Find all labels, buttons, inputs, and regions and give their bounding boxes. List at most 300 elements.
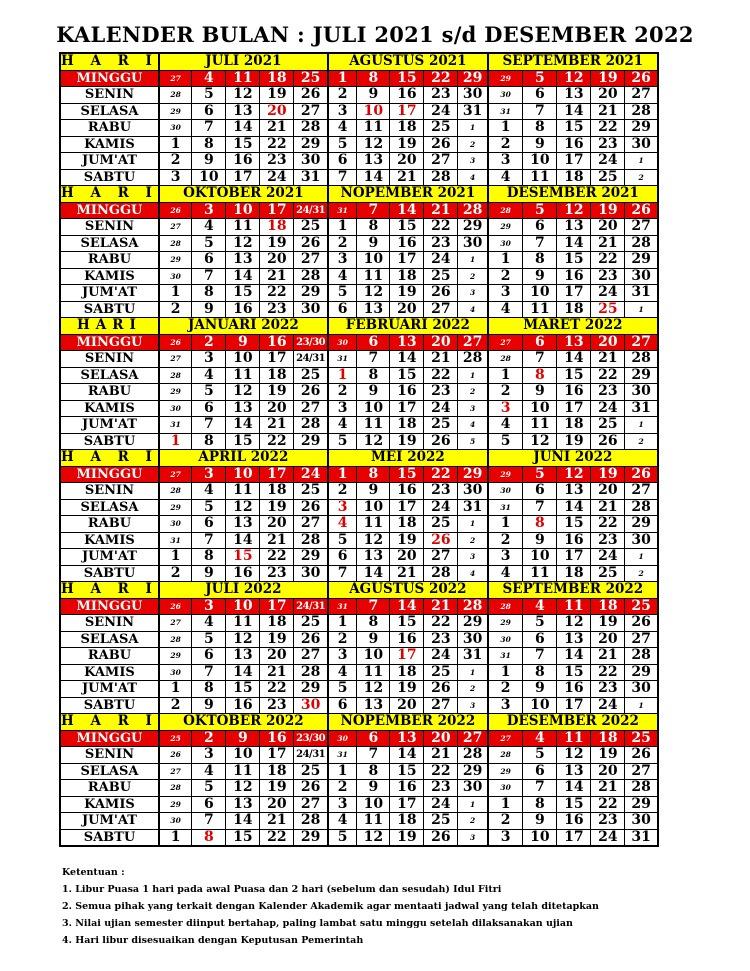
date-cell: 25 bbox=[424, 516, 458, 533]
date-cell: 24/31 bbox=[294, 598, 328, 615]
date-cell: 27 bbox=[294, 252, 328, 269]
date-cell: 10 bbox=[226, 747, 260, 764]
day-name: RABU bbox=[60, 780, 159, 797]
date-cell: 27 bbox=[294, 400, 328, 417]
month-title: AGUSTUS 2021 bbox=[328, 53, 488, 70]
date-cell: 30 bbox=[625, 813, 658, 830]
date-cell: 14 bbox=[226, 532, 260, 549]
date-cell: 29 bbox=[625, 516, 658, 533]
date-cell: 28 bbox=[625, 648, 658, 665]
date-cell: 28 bbox=[159, 780, 192, 797]
hari-label: H A R I bbox=[61, 713, 158, 730]
date-cell: 27 bbox=[424, 549, 458, 566]
date-cell: 31 bbox=[328, 351, 357, 368]
week-row bbox=[60, 120, 658, 137]
date-cell: 15 bbox=[390, 763, 424, 780]
date-cell: 3 bbox=[458, 829, 488, 846]
date-cell: 31 bbox=[294, 169, 328, 186]
date-cell: 12 bbox=[357, 136, 390, 153]
sunday-row bbox=[60, 730, 658, 747]
date-cell: 5 bbox=[523, 202, 557, 219]
date-cell: 3 bbox=[192, 466, 226, 483]
date-cell: 24 bbox=[424, 499, 458, 516]
month-title: MARET 2022 bbox=[488, 318, 658, 335]
date-cell: 29 bbox=[159, 103, 192, 120]
date-cell: 20 bbox=[390, 153, 424, 170]
date-cell: 9 bbox=[523, 532, 557, 549]
date-cell: 4 bbox=[192, 763, 226, 780]
hari-label: H A R I bbox=[61, 185, 158, 202]
date-cell: 17 bbox=[557, 697, 591, 714]
date-cell: 17 bbox=[260, 351, 294, 368]
date-cell: 2 bbox=[488, 136, 523, 153]
month-title: APRIL 2022 bbox=[159, 450, 328, 467]
date-cell: 9 bbox=[192, 565, 226, 582]
date-cell: 3 bbox=[192, 351, 226, 368]
date-cell: 22 bbox=[424, 70, 458, 87]
date-cell: 19 bbox=[260, 780, 294, 797]
date-cell: 11 bbox=[226, 70, 260, 87]
date-cell: 12 bbox=[226, 87, 260, 104]
date-cell: 4 bbox=[458, 417, 488, 434]
date-cell: 23 bbox=[424, 483, 458, 500]
date-cell: 21 bbox=[424, 598, 458, 615]
date-cell: 28 bbox=[625, 103, 658, 120]
date-cell: 16 bbox=[390, 384, 424, 401]
date-cell: 29 bbox=[458, 219, 488, 236]
date-cell: 7 bbox=[357, 598, 390, 615]
date-cell: 11 bbox=[523, 417, 557, 434]
date-cell: 30 bbox=[625, 384, 658, 401]
date-cell: 25 bbox=[625, 598, 658, 615]
date-cell: 5 bbox=[328, 681, 357, 698]
month-header-row bbox=[60, 53, 658, 70]
date-cell: 19 bbox=[557, 433, 591, 450]
date-cell: 29 bbox=[625, 367, 658, 384]
week-row bbox=[60, 433, 658, 450]
hari-label: HARI bbox=[60, 318, 159, 335]
date-cell: 5 bbox=[523, 70, 557, 87]
date-cell: 28 bbox=[625, 351, 658, 368]
date-cell: 3 bbox=[159, 169, 192, 186]
day-name: KAMIS bbox=[60, 664, 159, 681]
date-cell: 3 bbox=[328, 103, 357, 120]
date-cell: 31 bbox=[488, 103, 523, 120]
date-cell: 19 bbox=[390, 136, 424, 153]
date-cell: 2 bbox=[458, 813, 488, 830]
date-cell: 28 bbox=[294, 664, 328, 681]
date-cell: 31 bbox=[458, 648, 488, 665]
date-cell: 26 bbox=[625, 747, 658, 764]
date-cell: 1 bbox=[328, 367, 357, 384]
date-cell: 10 bbox=[357, 252, 390, 269]
date-cell: 15 bbox=[557, 516, 591, 533]
date-cell: 26 bbox=[424, 433, 458, 450]
date-cell: 27 bbox=[424, 153, 458, 170]
date-cell: 22 bbox=[260, 285, 294, 302]
date-cell: 24 bbox=[591, 153, 625, 170]
date-cell: 2 bbox=[192, 730, 226, 747]
date-cell: 7 bbox=[192, 268, 226, 285]
date-cell: 3 bbox=[488, 549, 523, 566]
date-cell: 27 bbox=[625, 87, 658, 104]
date-cell: 1 bbox=[625, 301, 658, 318]
date-cell: 27 bbox=[625, 483, 658, 500]
date-cell: 15 bbox=[226, 136, 260, 153]
day-name: SABTU bbox=[60, 433, 159, 450]
date-cell: 4 bbox=[328, 417, 357, 434]
date-cell: 6 bbox=[328, 153, 357, 170]
date-cell: 10 bbox=[523, 697, 557, 714]
date-cell: 21 bbox=[591, 235, 625, 252]
date-cell: 28 bbox=[458, 351, 488, 368]
week-row bbox=[60, 681, 658, 698]
date-cell: 1 bbox=[488, 664, 523, 681]
week-row bbox=[60, 747, 658, 764]
date-cell: 29 bbox=[625, 120, 658, 137]
date-cell: 31 bbox=[458, 499, 488, 516]
date-cell: 6 bbox=[357, 334, 390, 351]
date-cell: 5 bbox=[192, 780, 226, 797]
date-cell: 5 bbox=[192, 235, 226, 252]
date-cell: 25 bbox=[294, 615, 328, 632]
page-title: KALENDER BULAN : JULI 2021 s/d DESEMBER 2022 bbox=[56, 22, 694, 47]
date-cell: 7 bbox=[357, 351, 390, 368]
date-cell: 9 bbox=[192, 697, 226, 714]
date-cell: 26 bbox=[159, 747, 192, 764]
date-cell: 29 bbox=[294, 549, 328, 566]
date-cell: 27 bbox=[458, 730, 488, 747]
date-cell: 4 bbox=[523, 730, 557, 747]
date-cell: 5 bbox=[328, 433, 357, 450]
day-name: SENIN bbox=[60, 87, 159, 104]
month-title: FEBRUARI 2022 bbox=[328, 318, 488, 335]
day-name: SELASA bbox=[60, 235, 159, 252]
date-cell: 29 bbox=[159, 796, 192, 813]
date-cell: 26 bbox=[625, 70, 658, 87]
date-cell: 2 bbox=[159, 565, 192, 582]
sunday-row bbox=[60, 70, 658, 87]
month-title: NOPEMBER 2022 bbox=[328, 714, 488, 731]
date-cell: 19 bbox=[260, 631, 294, 648]
date-cell: 25 bbox=[294, 763, 328, 780]
date-cell: 29 bbox=[488, 466, 523, 483]
month-title: NOPEMBER 2021 bbox=[328, 186, 488, 203]
date-cell: 19 bbox=[390, 829, 424, 846]
date-cell: 25 bbox=[294, 367, 328, 384]
date-cell: 28 bbox=[488, 202, 523, 219]
date-cell: 6 bbox=[523, 483, 557, 500]
date-cell: 30 bbox=[458, 631, 488, 648]
date-cell: 7 bbox=[192, 417, 226, 434]
date-cell: 19 bbox=[260, 384, 294, 401]
date-cell: 18 bbox=[390, 664, 424, 681]
date-cell: 1 bbox=[328, 615, 357, 632]
date-cell: 4 bbox=[328, 516, 357, 533]
date-cell: 16 bbox=[226, 697, 260, 714]
date-cell: 5 bbox=[192, 631, 226, 648]
date-cell: 22 bbox=[424, 615, 458, 632]
date-cell: 22 bbox=[591, 252, 625, 269]
date-cell: 11 bbox=[226, 483, 260, 500]
date-cell: 27 bbox=[458, 334, 488, 351]
date-cell: 7 bbox=[523, 351, 557, 368]
date-cell: 25 bbox=[159, 730, 192, 747]
date-cell: 30 bbox=[328, 334, 357, 351]
date-cell: 11 bbox=[357, 664, 390, 681]
date-cell: 10 bbox=[226, 598, 260, 615]
date-cell: 1 bbox=[328, 763, 357, 780]
date-cell: 15 bbox=[226, 433, 260, 450]
week-row bbox=[60, 499, 658, 516]
date-cell: 25 bbox=[591, 301, 625, 318]
date-cell: 21 bbox=[260, 120, 294, 137]
date-cell: 18 bbox=[390, 268, 424, 285]
date-cell: 10 bbox=[357, 648, 390, 665]
date-cell: 9 bbox=[357, 631, 390, 648]
date-cell: 7 bbox=[192, 532, 226, 549]
date-cell: 16 bbox=[390, 87, 424, 104]
note-item: 1. Libur Puasa 1 hari pada awal Puasa dan 2 hari (sebelum dan sesudah) Idul Fitri bbox=[62, 884, 502, 895]
date-cell: 3 bbox=[192, 598, 226, 615]
date-cell: 14 bbox=[557, 499, 591, 516]
date-cell: 20 bbox=[424, 334, 458, 351]
date-cell: 29 bbox=[488, 70, 523, 87]
date-cell: 4 bbox=[488, 169, 523, 186]
date-cell: 20 bbox=[591, 483, 625, 500]
date-cell: 31 bbox=[625, 400, 658, 417]
day-name: SELASA bbox=[60, 103, 159, 120]
date-cell: 6 bbox=[192, 103, 226, 120]
date-cell: 1 bbox=[328, 70, 357, 87]
date-cell: 21 bbox=[390, 169, 424, 186]
date-cell: 24 bbox=[424, 796, 458, 813]
calendar-table bbox=[59, 52, 659, 847]
date-cell: 29 bbox=[458, 70, 488, 87]
date-cell: 7 bbox=[192, 664, 226, 681]
day-name: KAMIS bbox=[60, 532, 159, 549]
date-cell: 9 bbox=[226, 730, 260, 747]
date-cell: 15 bbox=[390, 466, 424, 483]
date-cell: 29 bbox=[488, 615, 523, 632]
date-cell: 16 bbox=[390, 235, 424, 252]
date-cell: 3 bbox=[488, 285, 523, 302]
week-row bbox=[60, 615, 658, 632]
date-cell: 1 bbox=[159, 136, 192, 153]
date-cell: 21 bbox=[260, 532, 294, 549]
date-cell: 9 bbox=[192, 301, 226, 318]
day-name: MINGGU bbox=[60, 202, 159, 219]
date-cell: 30 bbox=[458, 87, 488, 104]
day-name: RABU bbox=[60, 516, 159, 533]
date-cell: 13 bbox=[357, 153, 390, 170]
date-cell: 20 bbox=[260, 648, 294, 665]
date-cell: 18 bbox=[557, 417, 591, 434]
date-cell: 31 bbox=[625, 285, 658, 302]
date-cell: 26 bbox=[159, 598, 192, 615]
month-header-row bbox=[60, 714, 658, 731]
date-cell: 19 bbox=[260, 87, 294, 104]
date-cell: 8 bbox=[357, 615, 390, 632]
date-cell: 1 bbox=[488, 120, 523, 137]
date-cell: 6 bbox=[328, 697, 357, 714]
date-cell: 27 bbox=[625, 763, 658, 780]
date-cell: 3 bbox=[488, 697, 523, 714]
date-cell: 14 bbox=[226, 813, 260, 830]
date-cell: 1 bbox=[159, 549, 192, 566]
date-cell: 22 bbox=[591, 120, 625, 137]
date-cell: 15 bbox=[557, 120, 591, 137]
date-cell: 2 bbox=[458, 136, 488, 153]
date-cell: 23 bbox=[424, 384, 458, 401]
day-name: MINGGU bbox=[60, 334, 159, 351]
day-name: RABU bbox=[60, 648, 159, 665]
day-name: SABTU bbox=[60, 565, 159, 582]
date-cell: 19 bbox=[390, 681, 424, 698]
date-cell: 23 bbox=[591, 136, 625, 153]
date-cell: 8 bbox=[523, 796, 557, 813]
date-cell: 4 bbox=[458, 565, 488, 582]
month-title: JULI 2021 bbox=[159, 53, 328, 70]
date-cell: 23/30 bbox=[294, 334, 328, 351]
date-cell: 11 bbox=[226, 219, 260, 236]
date-cell: 27 bbox=[294, 648, 328, 665]
date-cell: 10 bbox=[357, 796, 390, 813]
date-cell: 23 bbox=[424, 780, 458, 797]
date-cell: 29 bbox=[294, 829, 328, 846]
date-cell: 8 bbox=[523, 252, 557, 269]
date-cell: 15 bbox=[390, 367, 424, 384]
month-title: MEI 2022 bbox=[328, 450, 488, 467]
hari-label: H A R I bbox=[61, 53, 158, 70]
date-cell: 21 bbox=[424, 202, 458, 219]
date-cell: 29 bbox=[294, 681, 328, 698]
day-name: JUM'AT bbox=[60, 681, 159, 698]
date-cell: 30 bbox=[625, 268, 658, 285]
date-cell: 1 bbox=[458, 516, 488, 533]
date-cell: 2 bbox=[458, 532, 488, 549]
date-cell: 3 bbox=[458, 400, 488, 417]
date-cell: 8 bbox=[357, 70, 390, 87]
week-row bbox=[60, 252, 658, 269]
date-cell: 20 bbox=[390, 301, 424, 318]
date-cell: 24 bbox=[591, 829, 625, 846]
date-cell: 16 bbox=[390, 631, 424, 648]
date-cell: 28 bbox=[424, 169, 458, 186]
date-cell: 7 bbox=[328, 565, 357, 582]
date-cell: 30 bbox=[488, 87, 523, 104]
date-cell: 29 bbox=[625, 796, 658, 813]
date-cell: 3 bbox=[458, 153, 488, 170]
date-cell: 13 bbox=[557, 334, 591, 351]
date-cell: 19 bbox=[390, 433, 424, 450]
week-row bbox=[60, 417, 658, 434]
date-cell: 27 bbox=[159, 466, 192, 483]
date-cell: 4 bbox=[458, 301, 488, 318]
date-cell: 18 bbox=[557, 565, 591, 582]
date-cell: 14 bbox=[390, 747, 424, 764]
date-cell: 18 bbox=[390, 516, 424, 533]
date-cell: 6 bbox=[192, 796, 226, 813]
date-cell: 23 bbox=[260, 153, 294, 170]
date-cell: 6 bbox=[523, 334, 557, 351]
date-cell: 12 bbox=[226, 235, 260, 252]
date-cell: 29 bbox=[458, 763, 488, 780]
date-cell: 24 bbox=[294, 466, 328, 483]
note-item: 3. Nilai ujian semester diinput bertahap, paling lambat satu minggu setelah dilaksanakan ujian bbox=[62, 918, 573, 929]
date-cell: 10 bbox=[523, 285, 557, 302]
month-header-row bbox=[60, 450, 658, 467]
date-cell: 20 bbox=[260, 796, 294, 813]
date-cell: 11 bbox=[357, 120, 390, 137]
date-cell: 18 bbox=[591, 598, 625, 615]
date-cell: 29 bbox=[458, 615, 488, 632]
date-cell: 24/31 bbox=[294, 747, 328, 764]
date-cell: 25 bbox=[424, 120, 458, 137]
date-cell: 17 bbox=[390, 648, 424, 665]
date-cell: 13 bbox=[357, 549, 390, 566]
week-row bbox=[60, 136, 658, 153]
date-cell: 29 bbox=[294, 433, 328, 450]
date-cell: 1 bbox=[159, 433, 192, 450]
date-cell: 2 bbox=[328, 780, 357, 797]
date-cell: 4 bbox=[328, 120, 357, 137]
date-cell: 17 bbox=[390, 499, 424, 516]
week-row bbox=[60, 235, 658, 252]
week-row bbox=[60, 648, 658, 665]
date-cell: 11 bbox=[226, 615, 260, 632]
date-cell: 6 bbox=[192, 252, 226, 269]
note-item: 2. Semua pihak yang terkait dengan Kalender Akademik agar mentaati jadwal yang telah ditetapkan bbox=[62, 901, 599, 912]
date-cell: 23 bbox=[424, 235, 458, 252]
date-cell: 18 bbox=[260, 367, 294, 384]
date-cell: 5 bbox=[458, 433, 488, 450]
date-cell: 28 bbox=[458, 747, 488, 764]
date-cell: 1 bbox=[488, 252, 523, 269]
date-cell: 3 bbox=[488, 153, 523, 170]
date-cell: 26 bbox=[294, 499, 328, 516]
date-cell: 6 bbox=[357, 730, 390, 747]
day-name: SELASA bbox=[60, 763, 159, 780]
week-row bbox=[60, 813, 658, 830]
date-cell: 2 bbox=[192, 334, 226, 351]
date-cell: 13 bbox=[226, 796, 260, 813]
date-cell: 26 bbox=[424, 681, 458, 698]
date-cell: 7 bbox=[357, 747, 390, 764]
date-cell: 26 bbox=[424, 829, 458, 846]
date-cell: 2 bbox=[488, 384, 523, 401]
date-cell: 8 bbox=[357, 219, 390, 236]
date-cell: 25 bbox=[591, 169, 625, 186]
date-cell: 7 bbox=[523, 103, 557, 120]
date-cell: 12 bbox=[557, 202, 591, 219]
date-cell: 27 bbox=[159, 219, 192, 236]
date-cell: 24 bbox=[591, 285, 625, 302]
date-cell: 16 bbox=[260, 334, 294, 351]
date-cell: 22 bbox=[424, 466, 458, 483]
date-cell: 20 bbox=[260, 103, 294, 120]
date-cell: 31 bbox=[328, 747, 357, 764]
date-cell: 2 bbox=[488, 681, 523, 698]
date-cell: 2 bbox=[159, 301, 192, 318]
date-cell: 9 bbox=[523, 384, 557, 401]
date-cell: 16 bbox=[226, 301, 260, 318]
date-cell: 30 bbox=[294, 697, 328, 714]
date-cell: 30 bbox=[294, 153, 328, 170]
date-cell: 15 bbox=[226, 285, 260, 302]
date-cell: 26 bbox=[591, 433, 625, 450]
date-cell: 12 bbox=[357, 681, 390, 698]
